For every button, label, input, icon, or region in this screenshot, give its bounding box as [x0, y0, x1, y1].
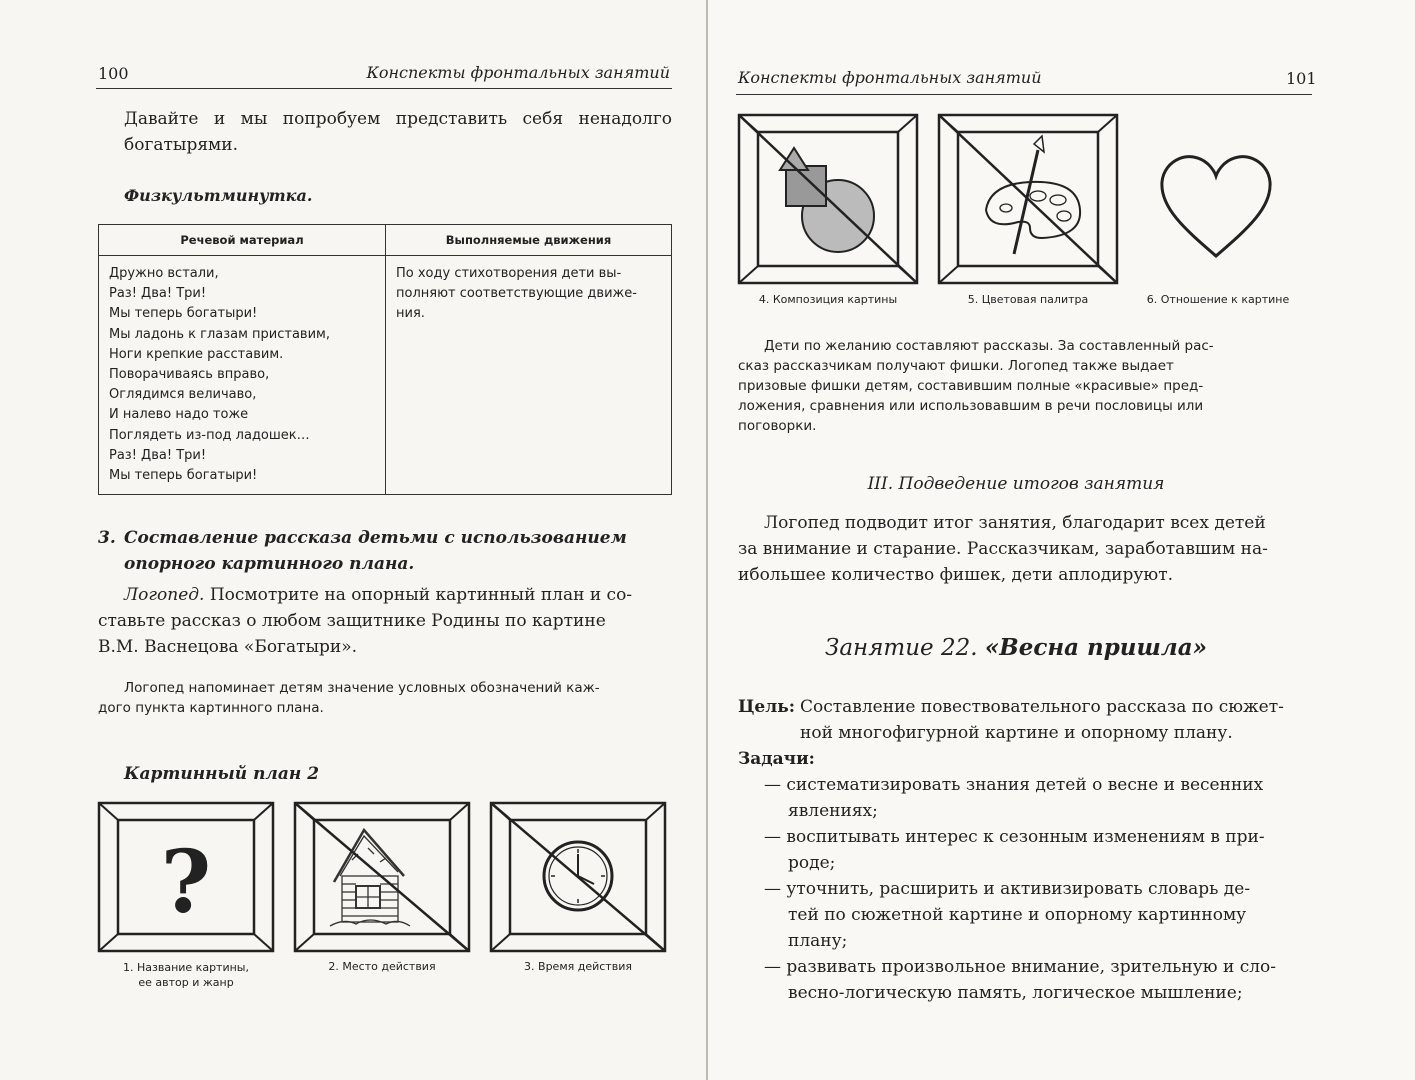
- caption-6: 6. Отношение к картине: [1146, 293, 1290, 306]
- intro-text: Давайте и мы попробуем представить себя ненадолго богатырями.: [124, 109, 672, 155]
- section3-number: 3.: [98, 528, 116, 548]
- intro-line-1: [124, 106, 672, 158]
- task-1-line-1: — систематизировать знания детей о весне и весенних: [764, 775, 1264, 795]
- task-3-line-1: — уточнить, расширить и активизировать словарь де-: [764, 879, 1251, 899]
- fizminutka-heading: Физкультминутка.: [124, 186, 313, 205]
- speech-line: Дружно встали,: [109, 266, 219, 281]
- summary-line-3: ибольшее количество фишек, дети аплодируют.: [738, 565, 1174, 585]
- caption-1: [98, 960, 274, 990]
- para-line-2: сказ рассказчикам получают фишки. Логопед также выдает: [738, 358, 1174, 374]
- question-mark-symbol: ?: [160, 832, 212, 933]
- caption-5: 5. Цветовая палитра: [967, 293, 1089, 306]
- table-header-speech: Речевой материал: [99, 225, 386, 256]
- logoped-paragraph-line-1: [124, 582, 672, 608]
- goal-label: Цель:: [738, 697, 796, 717]
- speech-line: И налево надо тоже: [109, 407, 249, 423]
- task-3-line-2: тей по сюжетной картине и опорному картинному: [788, 905, 1247, 925]
- task-1-line-2: явлениях;: [788, 801, 878, 821]
- page-number: 100: [98, 64, 129, 83]
- right-page: [708, 0, 1415, 1080]
- logoped-text-1: Посмотрите на опорный картинный план и со-: [209, 585, 633, 605]
- para-line-5: поговорки.: [738, 418, 817, 434]
- lesson-title: [708, 634, 1324, 661]
- speech-line: Поворачиваясь вправо,: [109, 367, 270, 383]
- speech-line: Раз! Два! Три!: [109, 286, 207, 302]
- caption-1-line-1: 1. Название картины,: [123, 961, 249, 974]
- caption-3: 3. Время действия: [524, 960, 632, 973]
- lesson-prefix: Занятие 22.: [825, 635, 978, 661]
- speech-line: Мы теперь богатыри!: [109, 306, 258, 322]
- speech-line: Оглядимся величаво,: [109, 387, 257, 403]
- fizminutka-table: [98, 224, 672, 495]
- shapes-icon: [780, 148, 874, 252]
- para-line-1: Дети по желанию составляют рассказы. За составленный рас-: [764, 338, 1214, 354]
- book-spine: [706, 0, 708, 1080]
- strike-line: [295, 803, 469, 951]
- speech-line: Раз! Два! Три!: [109, 447, 207, 463]
- goal-line-2: ной многофигурной картине и опорному плану.: [800, 723, 1233, 743]
- movement-line: По ходу стихотворения дети вы-: [396, 266, 622, 281]
- caption-4: 4. Композиция картины: [758, 293, 898, 306]
- speech-line: Ноги крепкие расставим.: [109, 346, 284, 362]
- speech-line: Мы ладонь к глазам приставим,: [109, 326, 330, 342]
- heart-icon: [1156, 144, 1276, 264]
- movements-cell: [386, 256, 672, 495]
- caption-2: 2. Место действия: [328, 960, 436, 973]
- logoped-label: Логопед.: [124, 585, 205, 605]
- strike-line: [939, 115, 1117, 283]
- strike-line: [739, 115, 917, 283]
- task-4-line-2: весно-логическую память, логическое мышление;: [788, 983, 1243, 1003]
- page-number: 101: [1286, 69, 1317, 88]
- movement-line: ния.: [396, 306, 425, 322]
- left-page: [0, 0, 706, 1080]
- section3-title-line-1: Составление рассказа детьми с использованием: [124, 528, 627, 548]
- summary-line-1: Логопед подводит итог занятия, благодарит всех детей: [764, 513, 1266, 533]
- header-rule: [736, 94, 1312, 95]
- table-header-movements: Выполняемые движения: [386, 225, 672, 256]
- section-heading: III. Подведение итогов занятия: [867, 474, 1165, 494]
- picture-frame-palette: [938, 114, 1118, 284]
- task-2-line-1: — воспитывать интерес к сезонным изменениям в при-: [764, 827, 1265, 847]
- goal-line-1: Составление повествовательного рассказа по сюжет-: [800, 697, 1284, 717]
- para-line-4: ложения, сравнения или использовавшим в речи пословицы или: [738, 398, 1204, 414]
- task-2-line-2: роде;: [788, 853, 836, 873]
- caption-1-line-2: ее автор и жанр: [138, 976, 234, 989]
- picture-frame-place: [294, 802, 470, 952]
- logoped-text-2: ставьте рассказ о любом защитнике Родины по картине: [98, 611, 606, 631]
- speech-line: Мы теперь богатыри!: [109, 468, 258, 484]
- picture-frame-composition: [738, 114, 918, 284]
- para-line-3: призовые фишки детям, составившим полные «красивые» пред-: [738, 378, 1204, 394]
- logoped-text-3: В.М. Васнецова «Богатыри».: [98, 637, 358, 657]
- speech-material-cell: [99, 256, 386, 495]
- task-3-line-3: плану;: [788, 931, 848, 951]
- speech-line: Поглядеть из-под ладошек…: [109, 427, 310, 443]
- header-rule: [96, 88, 672, 89]
- picture-frame-title: [98, 802, 274, 952]
- movement-line: полняют соответствующие движе-: [396, 286, 637, 302]
- running-header: Конспекты фронтальных занятий: [366, 63, 670, 82]
- task-4-line-1: — развивать произвольное внимание, зрительную и сло-: [764, 957, 1277, 977]
- plan-heading: Картинный план 2: [124, 764, 320, 784]
- summary-line-2: за внимание и старание. Рассказчикам, заработавшим на-: [738, 539, 1268, 559]
- note-line-2: дого пункта картинного плана.: [98, 700, 324, 716]
- section3-title-line-2: опорного картинного плана.: [124, 554, 415, 574]
- tasks-label: Задачи:: [738, 749, 815, 769]
- note-line-1: Логопед напоминает детям значение условных обозначений каж-: [124, 680, 600, 696]
- strike-line: [491, 803, 665, 951]
- running-header: Конспекты фронтальных занятий: [738, 68, 1042, 87]
- lesson-name: «Весна пришла»: [984, 634, 1207, 661]
- picture-frame-time: [490, 802, 666, 952]
